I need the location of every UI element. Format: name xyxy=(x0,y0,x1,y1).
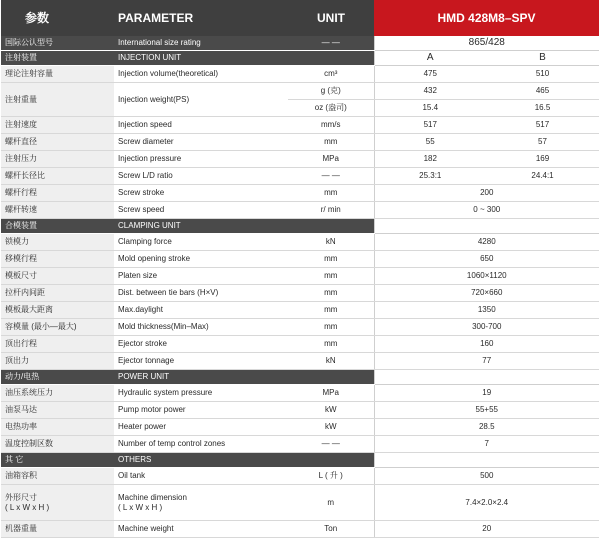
section-unit: — — xyxy=(288,36,374,51)
param-unit: kN xyxy=(288,234,374,251)
param-en-line: Machine dimension xyxy=(118,492,187,502)
param-zh: 螺杆行程 xyxy=(1,185,114,202)
value: 77 xyxy=(374,353,599,370)
param-zh: 注射重量 xyxy=(1,83,114,117)
table-row xyxy=(1,66,599,83)
param-unit: mm xyxy=(288,185,374,202)
section-zh: 国际公认型号 xyxy=(1,36,114,51)
param-en: Screw L/D ratio xyxy=(114,168,288,185)
param-unit: g (克) xyxy=(288,83,374,100)
param-zh xyxy=(1,485,114,521)
param-unit: MPa xyxy=(288,385,374,402)
param-en xyxy=(114,485,288,521)
param-unit: cm³ xyxy=(288,66,374,83)
header-unit: UNIT xyxy=(288,0,374,36)
param-unit: mm xyxy=(288,268,374,285)
value-b: 510 xyxy=(486,66,599,83)
section-power xyxy=(1,370,599,385)
param-unit: kN xyxy=(288,353,374,370)
param-en: Dist. between tie bars (H×V) xyxy=(114,285,288,302)
spec-table xyxy=(1,0,599,538)
param-en: Screw stroke xyxy=(114,185,288,202)
param-en: Screw diameter xyxy=(114,134,288,151)
value: 500 xyxy=(374,468,599,485)
param-en: Max.daylight xyxy=(114,302,288,319)
table-row xyxy=(1,117,599,134)
size-rating-value: 865/428 xyxy=(374,36,599,51)
table-row xyxy=(1,185,599,202)
param-en: Number of temp control zones xyxy=(114,436,288,453)
table-row xyxy=(1,285,599,302)
table-row xyxy=(1,268,599,285)
value-a: 517 xyxy=(374,117,486,134)
value: 4280 xyxy=(374,234,599,251)
param-unit: kW xyxy=(288,402,374,419)
param-zh: 螺杆转速 xyxy=(1,202,114,219)
section-unit xyxy=(288,453,374,468)
table-row xyxy=(1,83,599,100)
section-zh: 合模装置 xyxy=(1,219,114,234)
param-unit: mm xyxy=(288,336,374,353)
value-b: 16.5 xyxy=(486,100,599,117)
value-a: 55 xyxy=(374,134,486,151)
value: 300-700 xyxy=(374,319,599,336)
table-row xyxy=(1,202,599,219)
param-zh: 顶出行程 xyxy=(1,336,114,353)
param-unit: mm xyxy=(288,302,374,319)
table-row xyxy=(1,302,599,319)
param-unit: MPa xyxy=(288,151,374,168)
param-en: Ejector stroke xyxy=(114,336,288,353)
param-en: Screw speed xyxy=(114,202,288,219)
table-row xyxy=(1,419,599,436)
value: 160 xyxy=(374,336,599,353)
param-en: Injection volume(theoretical) xyxy=(114,66,288,83)
section-unit xyxy=(288,219,374,234)
header-zh: 参数 xyxy=(1,0,114,36)
value: 0 ~ 300 xyxy=(374,202,599,219)
param-en: Injection pressure xyxy=(114,151,288,168)
value-a: 182 xyxy=(374,151,486,168)
param-en: Heater power xyxy=(114,419,288,436)
value-a: 432 xyxy=(374,83,486,100)
param-zh: 电热功率 xyxy=(1,419,114,436)
table-row xyxy=(1,485,599,521)
param-zh-line: 外形尺寸 xyxy=(5,492,37,502)
param-unit: — — xyxy=(288,168,374,185)
section-en: INJECTION UNIT xyxy=(114,51,288,66)
param-zh: 注射压力 xyxy=(1,151,114,168)
section-value xyxy=(374,453,599,468)
table-row xyxy=(1,336,599,353)
param-zh: 螺杆直径 xyxy=(1,134,114,151)
value-b: 169 xyxy=(486,151,599,168)
param-en: Pump motor power xyxy=(114,402,288,419)
param-unit: mm xyxy=(288,285,374,302)
param-en: Hydraulic system pressure xyxy=(114,385,288,402)
column-a-label: A xyxy=(374,51,486,66)
table-row xyxy=(1,402,599,419)
section-en: OTHERS xyxy=(114,453,288,468)
size-rating-row xyxy=(1,36,599,51)
param-unit: mm xyxy=(288,319,374,336)
param-en: Mold opening stroke xyxy=(114,251,288,268)
section-injection xyxy=(1,51,599,66)
param-unit: r/ min xyxy=(288,202,374,219)
param-zh: 油压系统压力 xyxy=(1,385,114,402)
param-unit: mm xyxy=(288,134,374,151)
header-parameter: PARAMETER xyxy=(114,0,288,36)
table-row xyxy=(1,168,599,185)
section-clamping xyxy=(1,219,599,234)
param-zh: 机器重量 xyxy=(1,521,114,538)
param-zh: 拉杆内间距 xyxy=(1,285,114,302)
param-zh: 理论注射容量 xyxy=(1,66,114,83)
param-en-line: ( L x W x H ) xyxy=(118,502,163,512)
param-zh: 模板最大距离 xyxy=(1,302,114,319)
param-zh: 油箱容积 xyxy=(1,468,114,485)
section-en: POWER UNIT xyxy=(114,370,288,385)
section-zh: 注射装置 xyxy=(1,51,114,66)
param-zh: 顶出力 xyxy=(1,353,114,370)
value-b: 465 xyxy=(486,83,599,100)
param-en: Ejector tonnage xyxy=(114,353,288,370)
header-row xyxy=(1,0,599,36)
param-en: Machine weight xyxy=(114,521,288,538)
value: 28.5 xyxy=(374,419,599,436)
section-en: CLAMPING UNIT xyxy=(114,219,288,234)
value: 55+55 xyxy=(374,402,599,419)
value-a: 25.3:1 xyxy=(374,168,486,185)
value: 650 xyxy=(374,251,599,268)
param-unit: mm xyxy=(288,251,374,268)
param-zh: 油泵马达 xyxy=(1,402,114,419)
section-unit xyxy=(288,51,374,66)
param-zh: 锁模力 xyxy=(1,234,114,251)
header-model: HMD 428M8–SPV xyxy=(374,0,599,36)
value-b: 57 xyxy=(486,134,599,151)
param-zh: 模板尺寸 xyxy=(1,268,114,285)
param-zh: 温度控制区数 xyxy=(1,436,114,453)
param-zh-line: ( L x W x H ) xyxy=(5,502,50,512)
param-zh: 螺杆长径比 xyxy=(1,168,114,185)
section-value xyxy=(374,370,599,385)
param-en: Platen size xyxy=(114,268,288,285)
value: 20 xyxy=(374,521,599,538)
param-unit: L ( 升 ) xyxy=(288,468,374,485)
param-unit: m xyxy=(288,485,374,521)
param-unit: Ton xyxy=(288,521,374,538)
value: 7 xyxy=(374,436,599,453)
param-en: Injection weight(PS) xyxy=(114,83,288,117)
param-zh: 注射速度 xyxy=(1,117,114,134)
value: 1060×1120 xyxy=(374,268,599,285)
table-row xyxy=(1,234,599,251)
table-row xyxy=(1,319,599,336)
section-zh: 动力/电热 xyxy=(1,370,114,385)
param-unit: — — xyxy=(288,436,374,453)
section-zh: 其 它 xyxy=(1,453,114,468)
value-b: 24.4:1 xyxy=(486,168,599,185)
value: 720×660 xyxy=(374,285,599,302)
value: 7.4×2.0×2.4 xyxy=(374,485,599,521)
param-en: Injection speed xyxy=(114,117,288,134)
column-b-label: B xyxy=(486,51,599,66)
param-en: Mold thickness(Min–Max) xyxy=(114,319,288,336)
table-row xyxy=(1,436,599,453)
param-unit: kW xyxy=(288,419,374,436)
value: 1350 xyxy=(374,302,599,319)
table-row xyxy=(1,385,599,402)
value-a: 475 xyxy=(374,66,486,83)
param-unit: oz (盎司) xyxy=(288,100,374,117)
section-en: International size rating xyxy=(114,36,288,51)
param-unit: mm/s xyxy=(288,117,374,134)
value-a: 15.4 xyxy=(374,100,486,117)
value: 200 xyxy=(374,185,599,202)
param-zh: 移模行程 xyxy=(1,251,114,268)
table-row xyxy=(1,521,599,538)
param-en: Clamping force xyxy=(114,234,288,251)
param-zh: 容模量 (最小—最大) xyxy=(1,319,114,336)
section-others xyxy=(1,453,599,468)
table-row xyxy=(1,134,599,151)
value: 19 xyxy=(374,385,599,402)
param-en: Oil tank xyxy=(114,468,288,485)
section-value xyxy=(374,219,599,234)
table-row xyxy=(1,251,599,268)
section-unit xyxy=(288,370,374,385)
value-b: 517 xyxy=(486,117,599,134)
table-row xyxy=(1,353,599,370)
table-row xyxy=(1,151,599,168)
table-row xyxy=(1,468,599,485)
